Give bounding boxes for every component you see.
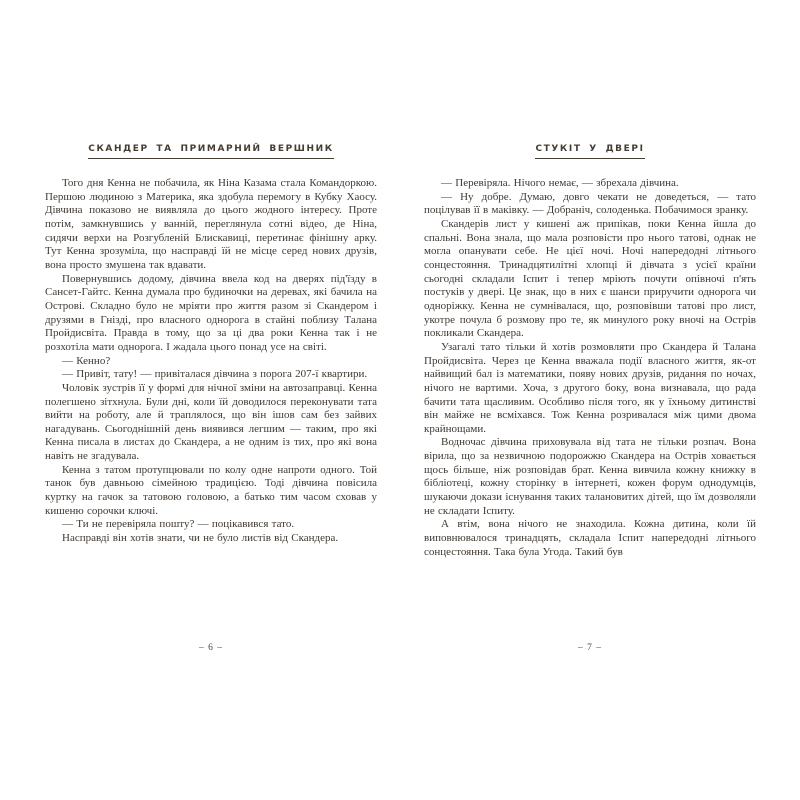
paragraph: Повернувшись додому, дівчина ввела код на дверях під'їзду в Сансет-Гайтс. Кенна думала про будиночки на деревах, які бачила на Острові. Складно було не мріяти про життя разом зі Скандером і друзями в Гнізді, про власного однорога в стайні поблизу Талана Пройдисвіта. Правда в тому, що за ці два роки Кенна так і не розхотіла мати однорога. І жадала цього понад усе на світі. [45, 272, 377, 353]
page-number-right: – 7 – [578, 643, 602, 653]
paragraph: — Привіт, тату! — привіталася дівчина з порога 207-ї квартири. [62, 368, 368, 381]
paragraph: Насправді він хотів знати, чи не було листів від Скандера. [62, 532, 339, 545]
paragraph: Кенна з татом протупцювали по колу одне напроти одного. Той танок був давньою сімейною традицією. Тоді дівчина повісила куртку на гачок за татовою головою, а батько тим часом сховав у кишеню сорочки ключі. [45, 463, 377, 517]
running-head-left [45, 138, 377, 159]
running-head-right [424, 138, 756, 159]
page-body-right [424, 177, 756, 645]
paragraph: — Ти не перевіряла пошту? — поцікавився тато. [62, 518, 295, 531]
paragraph: Скандерів лист у кишені аж припікав, поки Кенна йшла до спальні. Вона знала, що мала розповісти про нього татові, однак не могла опанувати себе. Не цієї ночі. Ночі напередодні літнього сонцестояння. Тринадцятилітні хлопці й дівчата з усієї країни сьогодні складали Іспит і тепер мріють почути опівночі п'ять постуків у двері. Це знак, що в них є шанси приручити однорога чи одноріжку. Кенна не сумнівалася, що, розповівши татові про лист, укотре почула б розмову про те, як минулого року вночі на Острів покликали Скандера. [424, 217, 756, 340]
page-right [424, 138, 756, 683]
page-left [45, 138, 377, 683]
paragraph: Чоловік зустрів її у формі для нічної зміни на автозаправці. Кенна полегшено зітхнула. Були дні, коли їй доводилося переконувати тата вийти на роботу, але й траплялося, що він ішов сам без зайвих нагадувань. Сьогоднішній день виявився легшим — таким, про які Кенна писала в листах до Скандера, а не одним із тих, про які вона навіть не згадувала. [45, 381, 377, 463]
paragraph: Водночас дівчина приховувала від тата не тільки розпач. Вона вірила, що за незвичною подорожжю Скандера на Острів ховається щось більше, ніж розповідав брат. Кенна вивчила кожну книжку в бібліотеці, кожну сторінку в інтернеті, кожен форум однодумців, шукаючи докази існування таких талановитих дітей, що їм дозволяли не складати Іспиту. [424, 436, 756, 517]
paragraph: — Ну добре. Думаю, довго чекати не доведеться, — тато поцілував її в маківку. — Добраніч, солоденька. Побачимося зранку. [424, 190, 756, 217]
page-number-left: – 6 – [199, 643, 223, 653]
paragraph: — Кенно? [62, 354, 111, 367]
chapter-title-header: СТУКІТ У ДВЕРІ [535, 144, 644, 159]
book-title-header: СКАНДЕР ТА ПРИМАРНИЙ ВЕРШНИК [88, 144, 333, 159]
page-body-left [45, 177, 377, 645]
paragraph: — Перевіряла. Нічого немає, — збрехала дівчина. [441, 177, 679, 189]
paragraph: А втім, вона нічого не знаходила. Кожна дитина, коли їй виповнювалося тринадцять, складала Іспит напередодні літнього сонцестояння. Така була Угода. Такий був [424, 518, 756, 558]
paragraph: Того дня Кенна не побачила, як Ніна Казама стала Командоркою. Першою людиною з Материка, яка здобула перемогу в Кубку Хаосу. Дівчина показово не виявляла до цього жодного інтересу. Проте потім, замкнувшись у ванній, переглянула сотні відео, де Ніна, сидячи верхи на Розгубленій Блискавиці, перетинає фінішну арку. Тут Кенна зрозуміла, що насправді їй не місце серед нових друзів, вона просто змушена так вдавати. [45, 177, 377, 271]
paragraph: Узагалі тато тільки й хотів розмовляти про Скандера й Талана Пройдисвіта. Через це Кенна вважала події власного життя, як-от найвищий бал із математики, появу нових друзів, ридання по ночах, нічого не вартими. Хоча, з другого боку, вона визнавала, що рада бачити тата щасливим. Особливо після того, як у їхньому дитинстві він майже не всміхався. Тож Кенна розривалася між цими двома крайнощами. [424, 340, 756, 435]
